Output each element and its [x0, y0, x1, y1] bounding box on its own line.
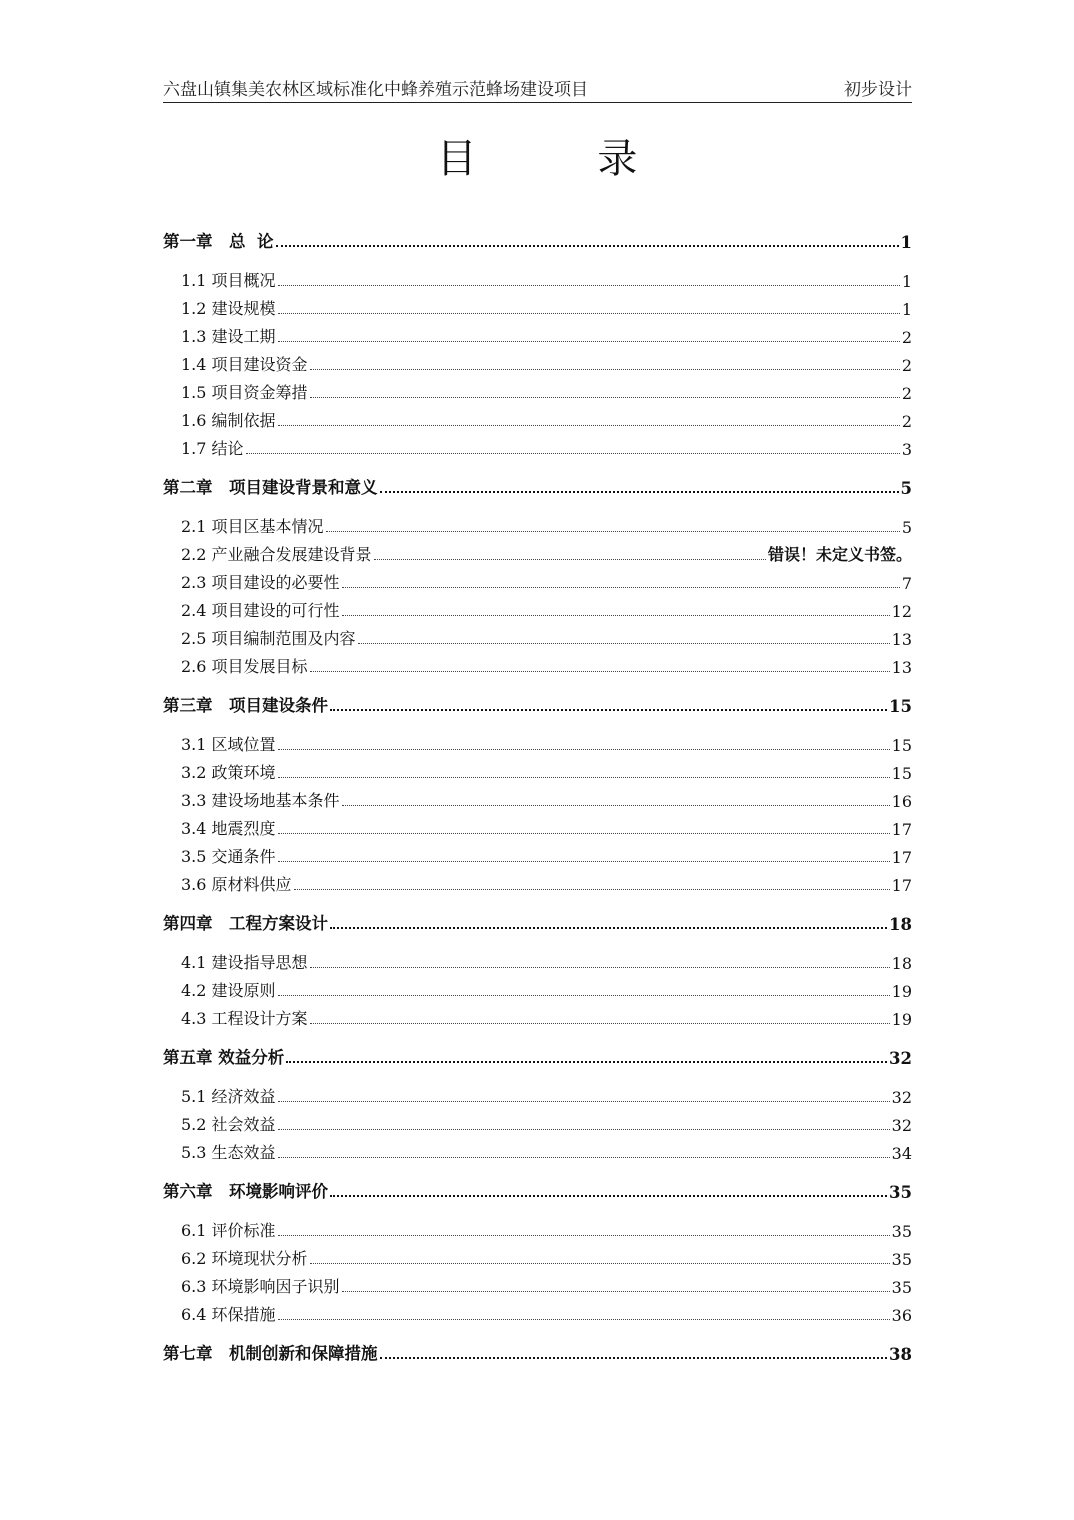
toc-entry-label: 1.4 项目建设资金: [181, 355, 308, 374]
toc-section-entry[interactable]: [163, 597, 912, 621]
page-title: 目 录: [436, 136, 692, 182]
toc-entry-label: 3.3 建设场地基本条件: [181, 791, 340, 810]
toc-section-entry[interactable]: [163, 1245, 912, 1269]
toc-dot-leader: [278, 833, 890, 834]
toc-dot-leader: [294, 889, 890, 890]
toc-dot-leader: [310, 369, 900, 370]
toc-page-number: 13: [891, 630, 912, 649]
toc-entry-label: 第七章 机制创新和保障措施: [163, 1344, 378, 1363]
toc-dot-leader: [278, 995, 890, 996]
toc-entry-label: 5.3 生态效益: [181, 1143, 276, 1162]
toc-entry-label: 3.1 区域位置: [181, 735, 276, 754]
toc-section-entry[interactable]: [163, 977, 912, 1001]
toc-entry-label: 第三章 项目建设条件: [163, 696, 328, 715]
toc-chapter-entry[interactable]: [163, 1044, 912, 1068]
toc-page-number: 35: [889, 1183, 912, 1202]
toc-dot-leader: [278, 1157, 890, 1158]
toc-page-number: 17: [891, 876, 912, 895]
toc-entry-label: 第五章 效益分析: [163, 1048, 285, 1067]
toc-entry-label: 2.5 项目编制范围及内容: [181, 629, 356, 648]
toc-page-number: 15: [891, 764, 912, 783]
toc-dot-leader: [330, 927, 887, 929]
toc-section-entry[interactable]: [163, 1217, 912, 1241]
toc-page-number: 18: [891, 954, 912, 973]
toc-section-entry[interactable]: [163, 1083, 912, 1107]
toc-bookmark-error: 错误！未定义书签。: [767, 545, 912, 564]
toc-entry-label: 3.6 原材料供应: [181, 875, 292, 894]
toc-entry-label: 1.7 结论: [181, 439, 244, 458]
toc-section-entry[interactable]: [163, 1139, 912, 1163]
toc-chapter-entry[interactable]: [163, 1340, 912, 1364]
toc-entry-label: 4.2 建设原则: [181, 981, 276, 1000]
toc-section-entry[interactable]: [163, 787, 912, 811]
toc-page-number: 12: [891, 602, 912, 621]
toc-page-number: 3: [901, 440, 912, 459]
toc-entry-label: 第二章 项目建设背景和意义: [163, 478, 378, 497]
toc-page-number: 7: [901, 574, 912, 593]
toc-entry-label: 第一章 总 论: [163, 232, 274, 251]
toc-page-number: 38: [889, 1345, 912, 1364]
toc-entry-label: 2.6 项目发展目标: [181, 657, 308, 676]
toc-dot-leader: [276, 245, 899, 247]
toc-entry-label: 1.6 编制依据: [181, 411, 276, 430]
toc-page-number: 35: [891, 1278, 912, 1297]
toc-dot-leader: [310, 1023, 890, 1024]
toc-page-number: 35: [891, 1222, 912, 1241]
toc-entry-label: 3.5 交通条件: [181, 847, 276, 866]
toc-entry-label: 1.5 项目资金筹措: [181, 383, 308, 402]
toc-section-entry[interactable]: [163, 569, 912, 593]
toc-section-entry[interactable]: [163, 351, 912, 375]
toc-page-number: 35: [891, 1250, 912, 1269]
toc-entry-label: 4.3 工程设计方案: [181, 1009, 308, 1028]
toc-dot-leader: [342, 615, 890, 616]
toc-entry-label: 2.2 产业融合发展建设背景: [181, 545, 372, 564]
toc-section-entry[interactable]: [163, 1273, 912, 1297]
toc-page-number: 15: [891, 736, 912, 755]
toc-page-number: 2: [901, 384, 912, 403]
toc-dot-leader: [342, 1291, 890, 1292]
toc-entry-label: 2.1 项目区基本情况: [181, 517, 324, 536]
toc-entry-label: 6.2 环境现状分析: [181, 1249, 308, 1268]
toc-dot-leader: [278, 1129, 890, 1130]
toc-dot-leader: [374, 559, 766, 560]
toc-chapter-entry[interactable]: [163, 692, 912, 716]
toc-section-entry[interactable]: [163, 815, 912, 839]
toc-entry-label: 6.4 环保措施: [181, 1305, 276, 1324]
toc-section-entry[interactable]: [163, 843, 912, 867]
toc-section-entry[interactable]: [163, 1301, 912, 1325]
toc-chapter-entry[interactable]: [163, 228, 912, 252]
toc-entry-label: 第六章 环境影响评价: [163, 1182, 328, 1201]
toc-entry-label: 6.3 环境影响因子识别: [181, 1277, 340, 1296]
toc-dot-leader: [310, 671, 890, 672]
toc-page-number: 17: [891, 848, 912, 867]
header-doc-type: 初步设计: [844, 80, 912, 100]
toc-entry-label: 2.4 项目建设的可行性: [181, 601, 340, 620]
toc-entry-label: 1.3 建设工期: [181, 327, 276, 346]
toc-dot-leader: [310, 1263, 890, 1264]
toc-entry-label: 1.1 项目概况: [181, 271, 276, 290]
toc-entry-label: 5.1 经济效益: [181, 1087, 276, 1106]
toc-section-entry[interactable]: [163, 379, 912, 403]
toc-dot-leader: [326, 531, 900, 532]
toc-page-number: 15: [889, 697, 912, 716]
toc-dot-leader: [342, 587, 900, 588]
toc-page-number: 32: [891, 1088, 912, 1107]
toc-section-entry[interactable]: [163, 541, 912, 565]
toc-section-entry[interactable]: [163, 759, 912, 783]
toc-dot-leader: [278, 285, 900, 286]
toc-page-number: 5: [901, 518, 912, 537]
toc-section-entry[interactable]: [163, 295, 912, 319]
toc-entry-label: 5.2 社会效益: [181, 1115, 276, 1134]
toc-page-number: 17: [891, 820, 912, 839]
toc-dot-leader: [330, 709, 887, 711]
toc-page-number: 34: [891, 1144, 912, 1163]
toc-dot-leader: [278, 777, 890, 778]
toc-dot-leader: [278, 425, 900, 426]
toc-page-number: 13: [891, 658, 912, 677]
header-project-title: 六盘山镇集美农林区域标准化中蜂养殖示范蜂场建设项目: [163, 80, 588, 100]
toc-chapter-entry[interactable]: [163, 474, 912, 498]
toc-page-number: 32: [889, 1049, 912, 1068]
toc-dot-leader: [278, 749, 890, 750]
toc-section-entry[interactable]: [163, 625, 912, 649]
toc-dot-leader: [278, 341, 900, 342]
toc-chapter-entry[interactable]: [163, 1178, 912, 1202]
toc-page-number: 1: [901, 300, 912, 319]
toc-dot-leader: [246, 453, 900, 454]
toc-dot-leader: [278, 861, 890, 862]
toc-dot-leader: [358, 643, 890, 644]
toc-section-entry[interactable]: [163, 323, 912, 347]
toc-page-number: 16: [891, 792, 912, 811]
toc-dot-leader: [278, 313, 900, 314]
toc-entry-label: 6.1 评价标准: [181, 1221, 276, 1240]
toc-dot-leader: [342, 805, 890, 806]
toc-entry-label: 1.2 建设规模: [181, 299, 276, 318]
toc-section-entry[interactable]: [163, 653, 912, 677]
toc-dot-leader: [310, 967, 890, 968]
toc-page-number: 18: [889, 915, 912, 934]
toc-section-entry[interactable]: [163, 435, 912, 459]
toc-section-entry[interactable]: [163, 731, 912, 755]
toc-page-number: 2: [901, 412, 912, 431]
toc-entry-label: 2.3 项目建设的必要性: [181, 573, 340, 592]
toc-page-number: 32: [891, 1116, 912, 1135]
toc-dot-leader: [330, 1195, 887, 1197]
toc-entry-label: 4.1 建设指导思想: [181, 953, 308, 972]
toc-chapter-entry[interactable]: [163, 910, 912, 934]
toc-section-entry[interactable]: [163, 871, 912, 895]
page-header: [163, 76, 912, 103]
toc-section-entry[interactable]: [163, 513, 912, 537]
toc-section-entry[interactable]: [163, 1005, 912, 1029]
toc-page-number: 1: [901, 272, 912, 291]
toc-page-number: 5: [900, 479, 912, 498]
toc-entry-label: 第四章 工程方案设计: [163, 914, 328, 933]
toc-dot-leader: [380, 1357, 888, 1359]
toc-section-entry[interactable]: [163, 267, 912, 291]
toc-entry-label: 3.2 政策环境: [181, 763, 276, 782]
toc-section-entry[interactable]: [163, 949, 912, 973]
toc-page-number: 1: [900, 233, 912, 252]
toc-page-number: 19: [891, 982, 912, 1001]
toc-entry-label: 3.4 地震烈度: [181, 819, 276, 838]
toc-page-number: 2: [901, 328, 912, 347]
toc-page-number: 36: [891, 1306, 912, 1325]
toc-dot-leader: [380, 491, 899, 493]
toc-page-number: 19: [891, 1010, 912, 1029]
toc-dot-leader: [310, 397, 900, 398]
toc-dot-leader: [278, 1319, 890, 1320]
toc-dot-leader: [278, 1235, 890, 1236]
toc-dot-leader: [286, 1061, 887, 1063]
toc-page-number: 2: [901, 356, 912, 375]
toc-section-entry[interactable]: [163, 407, 912, 431]
toc-dot-leader: [278, 1101, 890, 1102]
toc-section-entry[interactable]: [163, 1111, 912, 1135]
